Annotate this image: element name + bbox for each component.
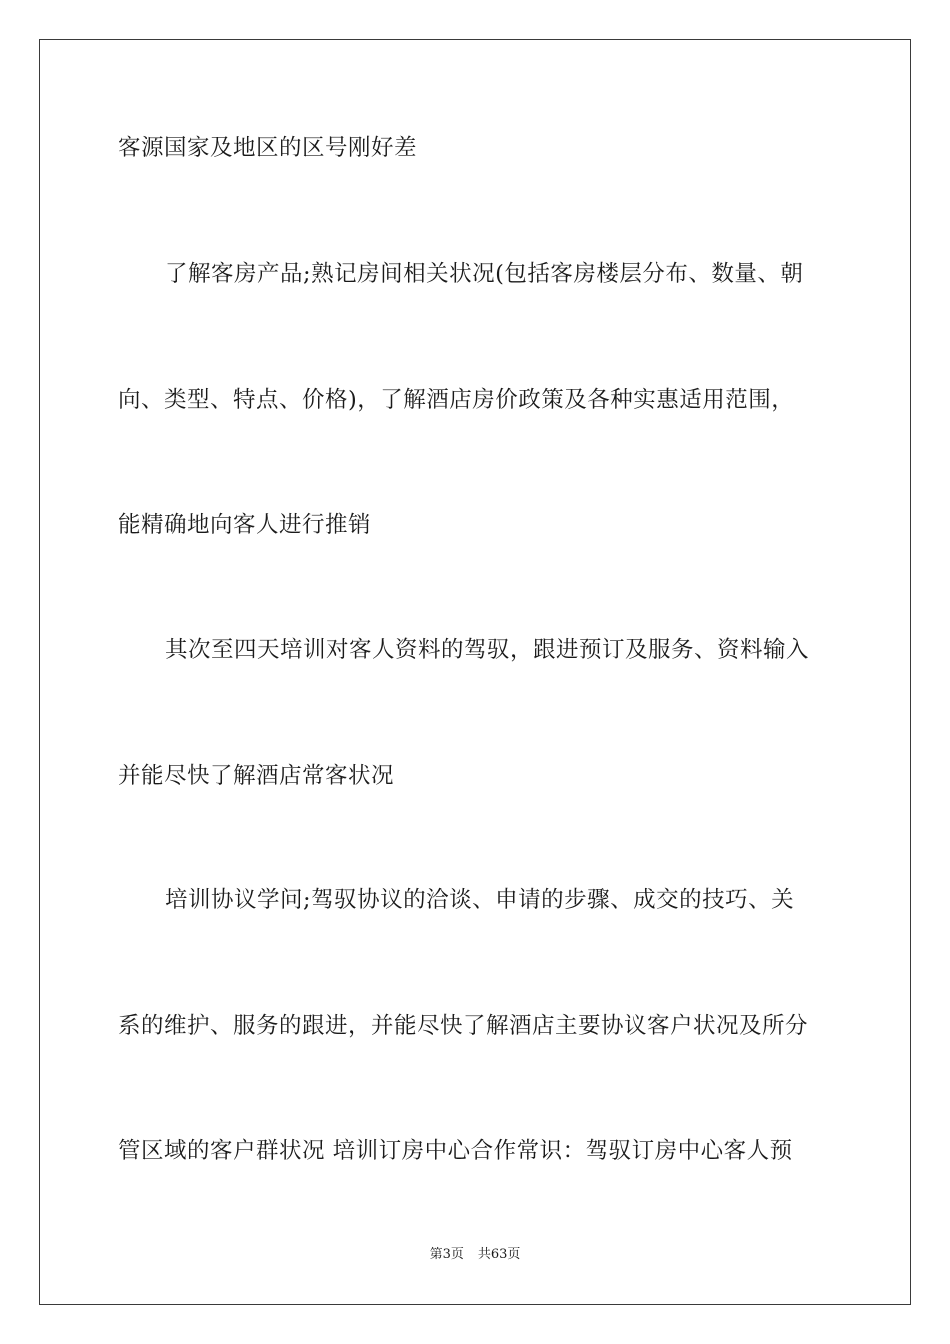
page-number: 第3页	[429, 1247, 464, 1262]
paragraph-line-2: 了解客房产品;熟记房间相关状况(包括客房楼层分布、数量、朝	[165, 261, 804, 287]
page-total: 共63页	[477, 1247, 521, 1262]
paragraph-line-6: 并能尽快了解酒店常客状况	[118, 763, 395, 789]
paragraph-line-7: 培训协议学问;驾驭协议的洽谈、申请的步骤、成交的技巧、关	[165, 887, 795, 913]
paragraph-line-3: 向、类型、特点、价格)，了解酒店房价政策及各种实惠适用范围，	[118, 387, 795, 413]
paragraph-line-9: 管区域的客户群状况 培训订房中心合作常识：驾驭订房中心客人预	[118, 1138, 793, 1164]
paragraph-line-8: 系的维护、服务的跟进，并能尽快了解酒店主要协议客户状况及所分	[118, 1013, 809, 1039]
paragraph-line-5: 其次至四天培训对客人资料的驾驭，跟进预订及服务、资料输入	[165, 637, 810, 663]
paragraph-line-4: 能精确地向客人进行推销	[118, 512, 372, 538]
paragraph-line-1: 客源国家及地区的区号刚好差	[118, 135, 418, 161]
page-border	[39, 39, 911, 1305]
page-footer	[0, 1246, 950, 1264]
